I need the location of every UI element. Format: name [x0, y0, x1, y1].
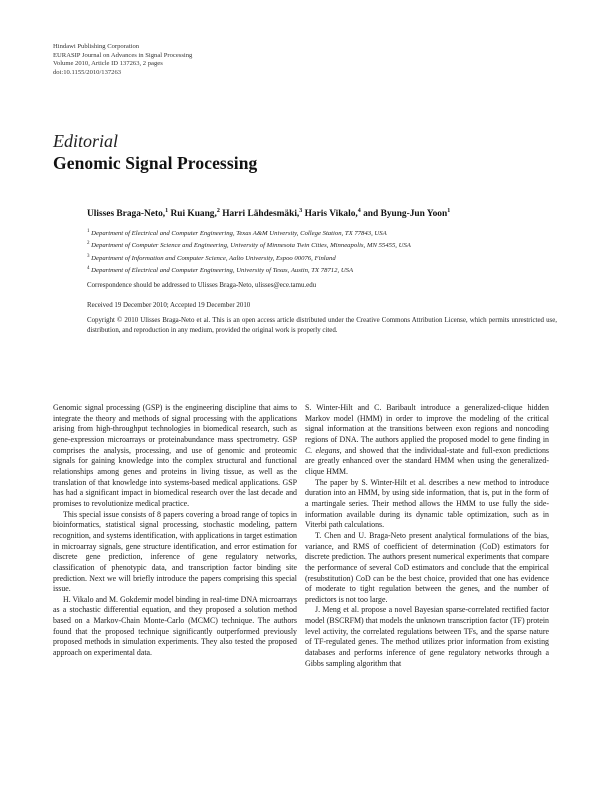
affiliation-number: 4	[87, 265, 90, 271]
species-name: C. elegans	[305, 445, 340, 455]
body-column-left	[53, 403, 297, 659]
affiliation-item	[87, 239, 557, 251]
body-text: , and showed that the individual-state and full-exon predictions are greatly enhanced over the standard HMM when using the generalized-clique HMM.	[305, 445, 549, 476]
author-list	[87, 208, 450, 219]
author-name: Ulisses Braga-Neto,	[87, 209, 166, 220]
body-paragraph: This special issue consists of 8 papers covering a broad range of topics in bioinformatics, statistical signal processing, stochastic modeling, pattern recognition, and systems identification, with applications in target estimation in microarray signals, gene structure identification, and error estimation for discrete gene prediction, inference of gene regulatory networks, classification of phenotypic data, and transcription factor binding site prediction. Next we will briefly introduce the papers comprising this special issue.	[53, 509, 297, 594]
doi: doi:10.1155/2010/137263	[53, 68, 122, 76]
article-type: Editorial	[53, 131, 119, 151]
body-paragraph: Genomic signal processing (GSP) is the engineering discipline that aims to integrate the theory and methods of signal processing with the applications arising from high-throughput technologies in biomedical research, such as gene-expression microarrays or proteinabundance mass spectrometry. GSP comprises the analysis, processing, and use of genomic and proteomic signals for gaining knowledge into the complex structural and functional relationships among genes and proteins in living tissue, as well as the translation of that knowledge into systems-based medical applications. GSP has had a significant impact in biomedical research over the last decade and promises to revolutionize medical practice.	[53, 403, 297, 508]
affiliation-list	[87, 227, 557, 276]
author-name: and Byung-Jun Yoon	[360, 209, 448, 220]
affiliation-item	[87, 264, 557, 276]
author-affiliation-mark: 4	[357, 208, 361, 214]
body-paragraph: H. Vikalo and M. Gokdemir model binding in real-time DNA microarrays as a stochastic differential equation, and they proposed a solution method based on a Markov-Chain Monte-Carlo (MCMC) technique. The authors found that the proposed technique significantly outperformed previously proposed methods in simulation experiments. They also tested the proposed approach on experimental data.	[53, 594, 297, 658]
author-name: Rui Kuang,	[168, 209, 217, 220]
affiliation-item	[87, 227, 557, 239]
journal-name: EURASIP Journal on Advances in Signal Processing	[53, 51, 193, 59]
author-affiliation-mark: 3	[299, 208, 303, 214]
body-paragraph: T. Chen and U. Braga-Neto present analytical formulations of the bias, variance, and RMS of coefficient of determination (CoD) estimators for discrete prediction. The authors present numerical experiments that compare the performance of several CoD estimators and conclude that the empirical (resubstitution) CoD can be the best choice, provided that one has evidence of moderate to tight regulation between the genes, and the number of predictors is not too large.	[305, 530, 549, 604]
affiliation-number: 2	[87, 241, 90, 247]
correspondence-line: Correspondence should be addressed to Ulisses Braga-Neto, ulisses@ece.tamu.edu	[87, 282, 317, 289]
author-name: Haris Vikalo,	[302, 209, 358, 220]
journal-header	[53, 43, 313, 77]
author-name: Harri Lähdesmäki,	[219, 209, 300, 220]
affiliation-text: Department of Electrical and Computer Engineering, University of Texas, Austin, TX 78712, USA	[89, 267, 354, 275]
received-accepted-dates: Received 19 December 2010; Accepted 19 December 2010	[87, 302, 251, 309]
body-column-right	[305, 403, 549, 669]
author-affiliation-mark: 1	[447, 208, 451, 214]
body-text: S. Winter-Hilt and C. Baribault introduce a generalized-clique hidden Markov model (HMM) in order to improve the modeling of the critical signal information at the transitions between exon regions and noncoding regions of DNA. The authors applied the proposed model to gene finding in	[305, 403, 549, 444]
volume-line: Volume 2010, Article ID 137263, 2 pages	[53, 60, 163, 68]
affiliation-text: Department of Information and Computer Science, Aalto University, Espoo 00076, Finland	[89, 254, 336, 262]
body-paragraph: J. Meng et al. propose a novel Bayesian sparse-correlated rectified factor model (BSCRFM) that models the unknown transcription factor (TF) protein level activity, the correlated regulations between TFs, and the sparse nature of TF-regulated genes. The method utilizes prior information from existing databases and performs inference of gene regulatory networks through a Gibbs sampling algorithm that	[305, 605, 549, 668]
affiliation-text: Department of Electrical and Computer Engineering, Texas A&M University, College Station, TX 77843, USA	[89, 230, 387, 238]
affiliation-text: Department of Computer Science and Engineering, University of Minnesota Twin Cities, Minneapolis, MN 55455, USA	[89, 242, 411, 250]
body-paragraph	[305, 403, 549, 478]
affiliation-number: 1	[87, 229, 90, 234]
article-title: Genomic Signal Processing	[53, 153, 258, 173]
copyright-notice: Copyright © 2010 Ulisses Braga-Neto et al. This is an open access article distributed under the Creative Commons Attribution License, which permits unrestricted use, distribution, and reproduction in any medium, provided the original work is properly cited.	[87, 317, 557, 334]
author-affiliation-mark: 2	[216, 208, 220, 214]
publisher-name: Hindawi Publishing Corporation	[53, 43, 140, 50]
affiliation-number: 3	[87, 253, 90, 259]
body-paragraph: The paper by S. Winter-Hilt et al. describes a new method to introduce duration into an HMM, by using side information, that is, put in the form of a martingale series. Their method allows the HMM to use fully the side-information available during its dynamic table optimization, such as in Viterbi path calculations.	[305, 477, 549, 530]
author-affiliation-mark: 1	[165, 208, 169, 214]
affiliation-item	[87, 252, 557, 264]
